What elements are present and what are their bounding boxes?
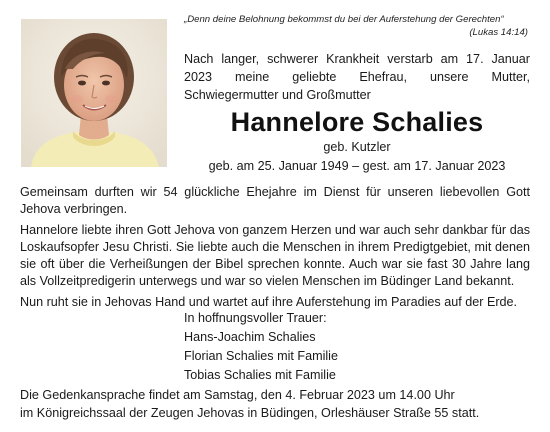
mourners-heading: In hoffnungsvoller Trauer: xyxy=(184,311,327,325)
intro-text: Nach langer, schwerer Krankheit verstarb am 17. Januar 2023 meine geliebte Ehefrau, unsere Mutter, Schwiegermutter und Großmutter xyxy=(184,52,530,102)
mourner-name: Tobias Schalies mit Familie xyxy=(184,368,336,382)
portrait-photo-icon xyxy=(21,19,167,167)
body-paragraph-1: Gemeinsam durften wir 54 glückliche Ehejahre im Dienst für unseren liebevollen Gott Jehova verbringen. xyxy=(20,185,530,216)
body-paragraph-2: Hannelore liebte ihren Gott Jehova von ganzem Herzen und war auch sehr dankbar für das Loskaufsopfer Jesu Christi. Sie liebte auch die Menschen in ihrem Predigtgebiet, mit denen sie oft über die Verheißungen der Bibel sprechen konnte. Auch war sie fast 30 Jahre lang als Vollzeitpredigerin unterwegs und war so vielen Menschen im Büdinger Land bekannt. xyxy=(20,223,530,288)
quote-text: „Denn deine Belohnung bekommst du bei der Auferstehung der Gerechten“ xyxy=(184,14,504,25)
maiden-name: geb. Kutzler xyxy=(323,140,391,154)
obituary-body xyxy=(20,184,530,315)
mourners-list xyxy=(184,309,484,385)
body-paragraph-3: Nun ruht sie in Jehovas Hand und wartet auf ihre Auferstehung im Paradies auf der Erde. xyxy=(20,295,518,309)
portrait-photo xyxy=(21,19,167,167)
mourner-name: Florian Schalies mit Familie xyxy=(184,349,338,363)
memorial-info-line-1: Die Gedenkansprache findet am Samstag, den 4. Februar 2023 um 14.00 Uhr xyxy=(20,388,455,402)
deceased-name: Hannelore Schalies xyxy=(230,107,484,137)
life-dates: geb. am 25. Januar 1949 – gest. am 17. Januar 2023 xyxy=(208,159,506,173)
mourner-name: Hans-Joachim Schalies xyxy=(184,330,316,344)
memorial-info xyxy=(20,386,530,422)
bible-quote xyxy=(184,13,528,39)
memorial-info-line-2: im Königreichssaal der Zeugen Jehovas in Büdingen, Orleshäuser Straße 55 statt. xyxy=(20,406,480,420)
quote-reference: (Lukas 14:14) xyxy=(469,27,528,38)
